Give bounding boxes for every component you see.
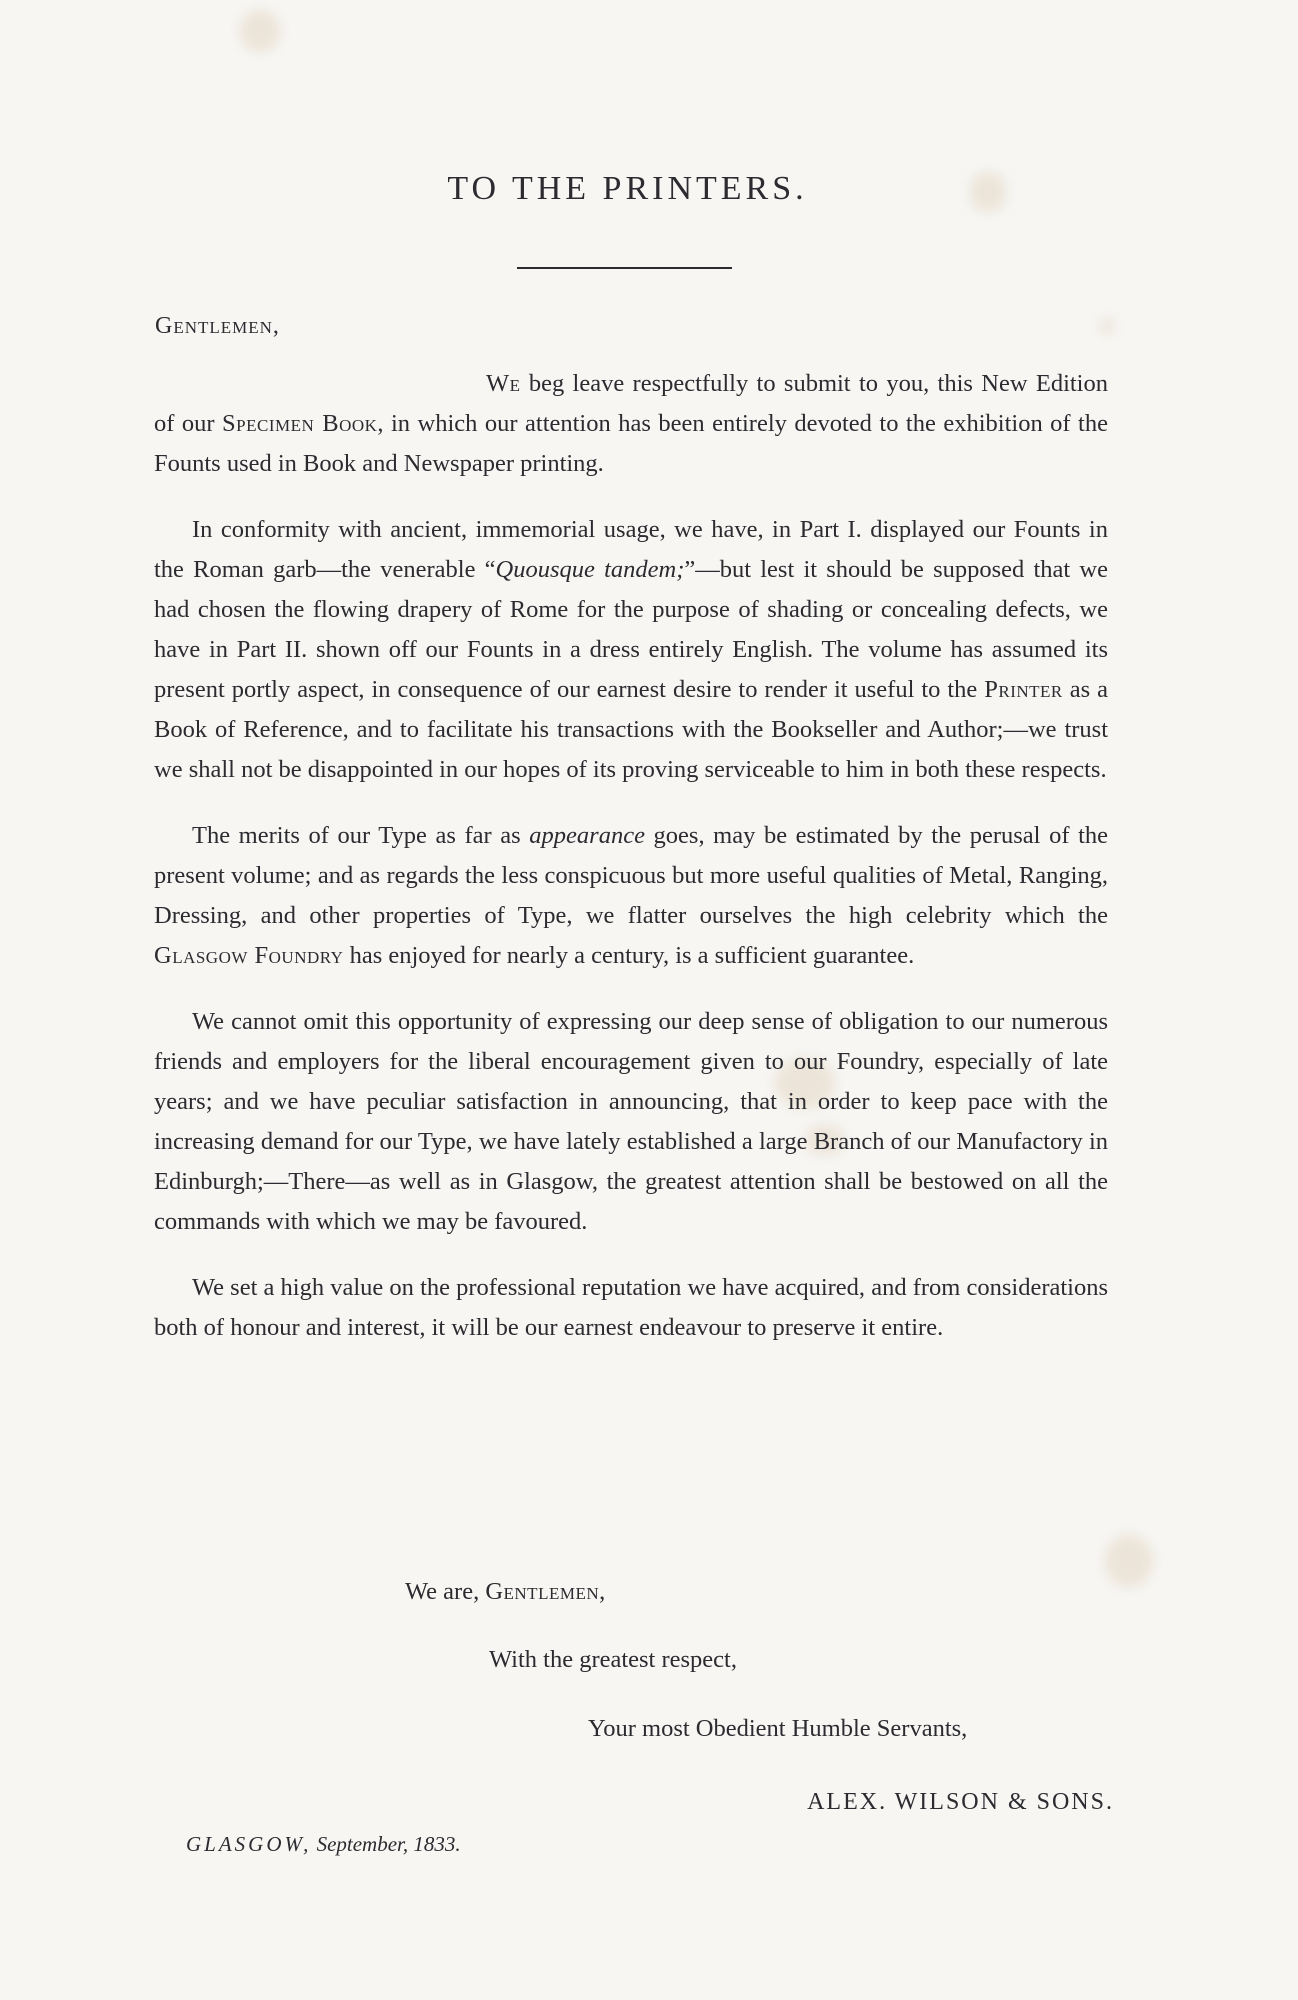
printer-word: Printer bbox=[984, 676, 1063, 703]
paragraph-3-text-mid: goes, may be estimated by the perusal of the present volume; and as regards the less conspicuous but more useful qualities of Metal, Ranging, Dressing, and other properties of Type, we flatter ourselves the high celebrity which the bbox=[154, 822, 1108, 929]
paragraph-2-text-mid: ”—but lest it should be supposed that we had chosen the flowing drapery of Rome for the purpose of shading or concealing defects, we have in Part II. shown off our Founts in a dress entirely English. The volume has assumed its present portly aspect, in consequence of our earnest desire to render it useful to the bbox=[154, 556, 1108, 703]
paragraph-2-text: In conformity with ancient, immemorial usage, we have, in Part I. displayed our Founts in the Roman garb—the venerable “ bbox=[154, 516, 1108, 583]
salutation: Gentlemen, bbox=[155, 313, 280, 339]
date: September, 1833. bbox=[311, 1832, 461, 1856]
closing-line-3: Your most Obedient Humble Servants, bbox=[588, 1715, 968, 1742]
latin-quote: Quousque tandem; bbox=[495, 556, 685, 583]
closing-gentlemen: Gentlemen, bbox=[485, 1578, 606, 1605]
paragraph-1 bbox=[154, 364, 1108, 484]
paper-stain bbox=[240, 10, 280, 52]
paragraph-5: We set a high value on the professional reputation we have acquired, and from considerations both of honour and interest, it will be our earnest endeavour to preserve it entire. bbox=[154, 1274, 1108, 1341]
specimen-book-name: Specimen Book bbox=[222, 410, 378, 437]
page-title: TO THE PRINTERS. bbox=[447, 170, 808, 207]
title-divider bbox=[517, 267, 732, 269]
paragraph-2 bbox=[154, 510, 1108, 790]
paper-stain bbox=[1105, 1535, 1153, 1587]
closing-we-are: We are, bbox=[405, 1578, 486, 1605]
letter-body bbox=[154, 364, 1108, 1374]
closing-line-2: With the greatest respect, bbox=[489, 1646, 737, 1673]
place-and-date bbox=[186, 1832, 461, 1857]
signature: ALEX. WILSON & SONS. bbox=[807, 1789, 1114, 1815]
paragraph-1-opening-word: We bbox=[486, 370, 521, 397]
paragraph-2-text-end: as a Book of Reference, and to facilitate his transactions with the Bookseller and Author;—we trust we shall not be disappointed in our hopes of its proving serviceable to him in both these respects. bbox=[154, 676, 1108, 783]
paragraph-3 bbox=[154, 816, 1108, 976]
paragraph-1-text-end: , in which our attention has been entirely devoted to the exhibition of the Founts used in Book and Newspaper printing. bbox=[154, 410, 1108, 477]
place: GLASGOW, bbox=[186, 1832, 312, 1856]
paragraph-4: We cannot omit this opportunity of expressing our deep sense of obligation to our numerous friends and employers for the liberal encouragement given to our Foundry, especially of late years; and we have peculiar satisfaction in announcing, that in order to keep pace with the increasing demand for our Type, we have lately established a large Branch of our Manufactory in Edinburgh;—There—as well as in Glasgow, the greatest attention shall be bestowed on all the commands with which we may be favoured. bbox=[154, 1008, 1108, 1235]
paragraph-3-text-end: has enjoyed for nearly a century, is a sufficient guarantee. bbox=[343, 942, 915, 969]
paragraph-1-text: beg leave respectfully to submit to you, this New Edition of our bbox=[154, 370, 1108, 437]
paragraph-3-text: The merits of our Type as far as bbox=[192, 822, 530, 849]
closing-line-1 bbox=[405, 1578, 606, 1606]
paper-stain bbox=[1100, 318, 1114, 334]
appearance-word: appearance bbox=[529, 822, 645, 849]
foundry-name: Glasgow Foundry bbox=[154, 942, 344, 969]
